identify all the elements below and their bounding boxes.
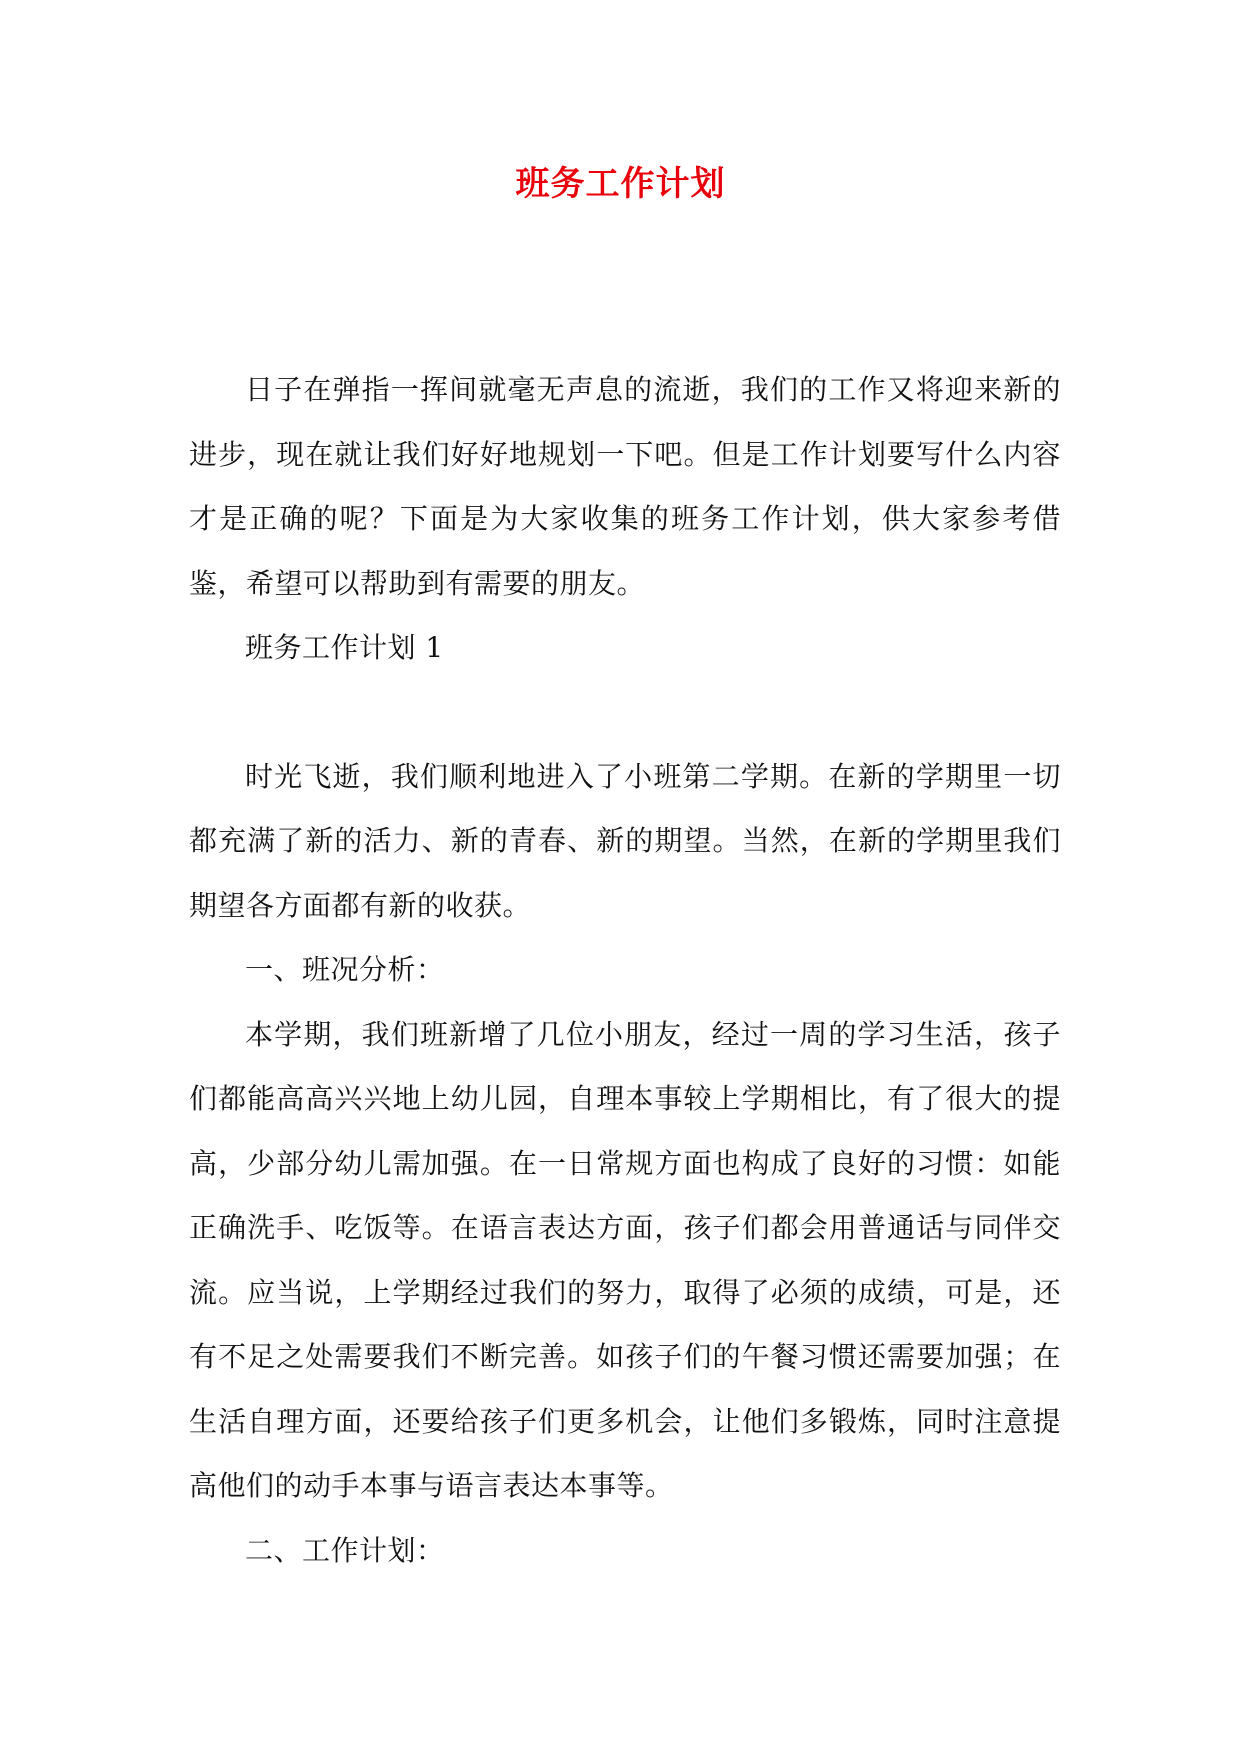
part2-heading: 二、工作计划：: [245, 1533, 445, 1567]
intro-paragraph: 日子在弹指一挥间就毫无声息的流逝，我们的工作又将迎来新的进步，现在就让我们好好地规划一下吧。但是工作计划要写什么内容才是正确的呢？下面是为大家收集的班务工作计划，供大家参考借鉴，希望可以帮助到有需要的朋友。: [189, 373, 1061, 600]
section-heading-plan-1: 班务工作计划 1: [245, 631, 444, 664]
section-spacer: [189, 681, 1061, 745]
part1-paragraph: 本学期，我们班新增了几位小朋友，经过一周的学习生活，孩子们都能高高兴兴地上幼儿园，自理本事较上学期相比，有了很大的提高，少部分幼儿需加强。在一日常规方面也构成了良好的习惯：如能正确洗手、吃饭等。在语言表达方面，孩子们都会用普通话与同伴交流。应当说，上学期经过我们的努力，取得了必须的成绩，可是，还有不足之处需要我们不断完善。如孩子们的午餐习惯还需要加强；在生活自理方面，还要给孩子们更多机会，让他们多锻炼，同时注意提高他们的动手本事与语言表达本事等。: [189, 1017, 1061, 1502]
part1-heading: 一、班况分析：: [245, 953, 445, 986]
document-title: 班务工作计划: [515, 164, 726, 204]
section1-intro-paragraph: 时光飞逝，我们顺利地进入了小班第二学期。在新的学期里一切都充满了新的活力、新的青春、新的期望。当然，在新的学期里我们期望各方面都有新的收获。: [189, 759, 1061, 922]
document-body: [189, 358, 1061, 1583]
